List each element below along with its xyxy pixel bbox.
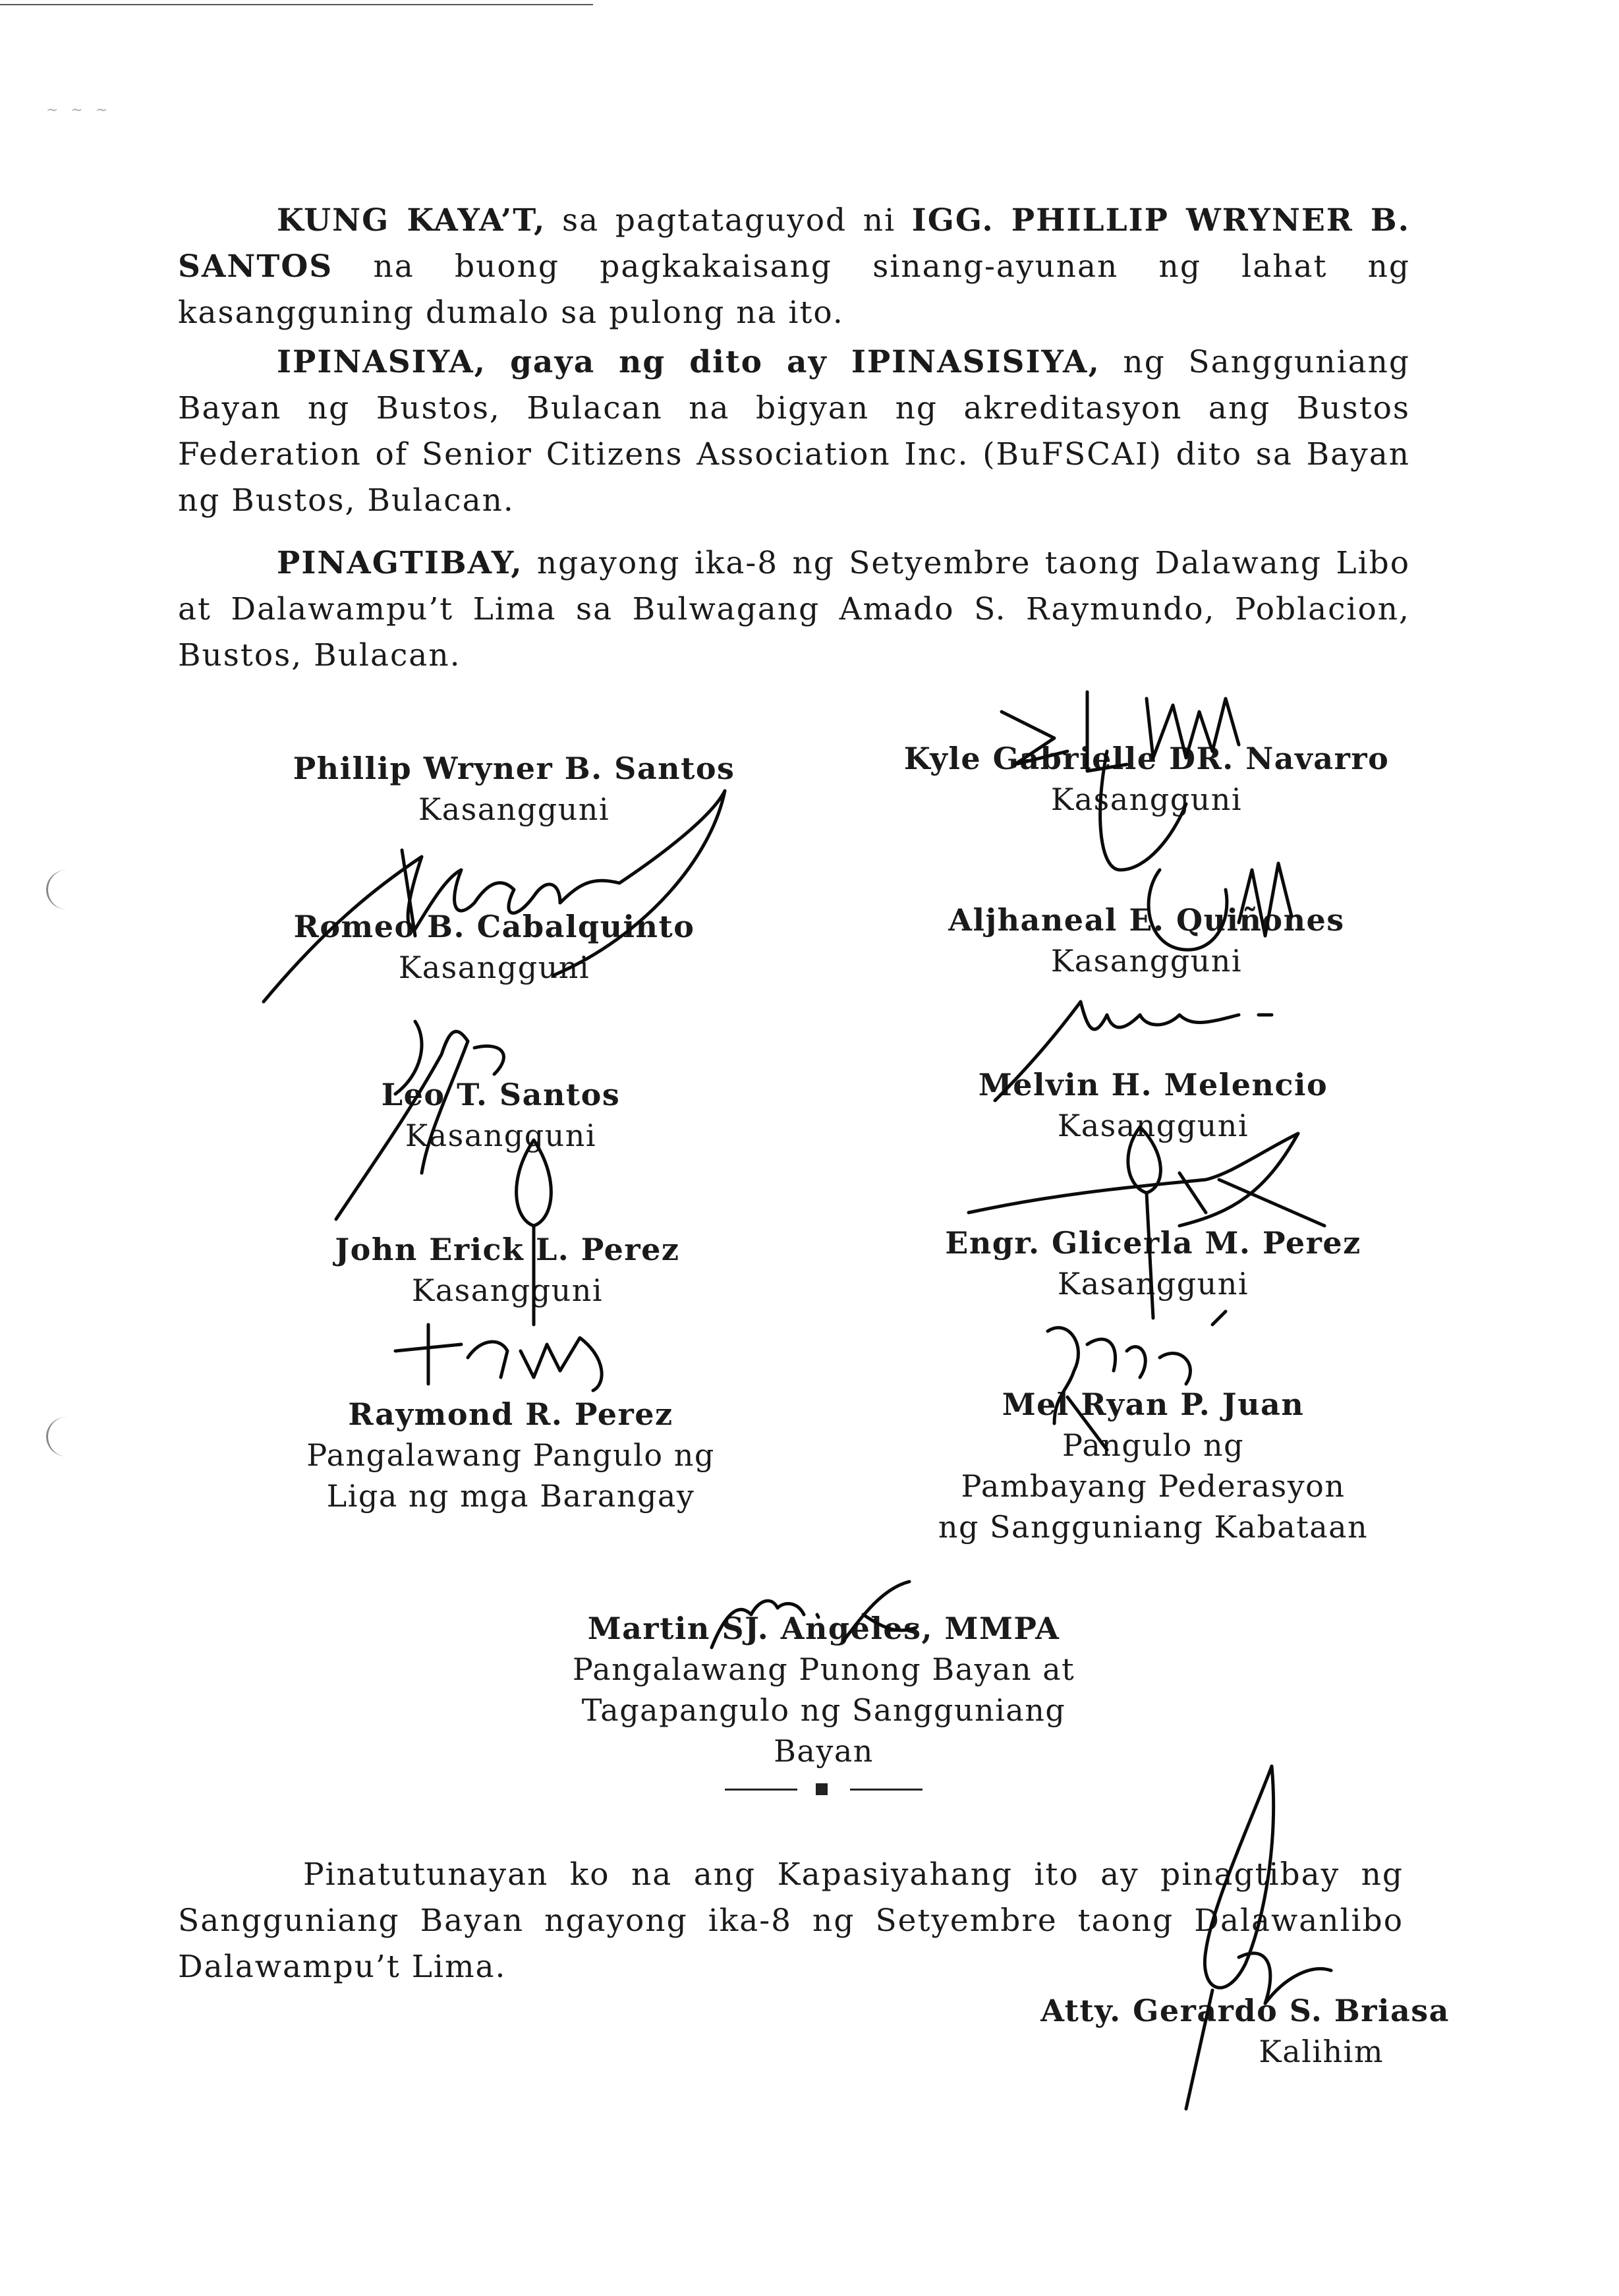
- signatory-name: Aljhaneal E. Quiñones: [948, 902, 1345, 938]
- signatory-name: Leo T. Santos: [381, 1077, 621, 1112]
- signatory-title: Kasangguni: [1057, 1266, 1249, 1302]
- signatory-title: Kasangguni: [405, 1118, 597, 1153]
- hole-punch-mark: [46, 1417, 88, 1456]
- paragraph-lead: PINAGTIBAY,: [277, 545, 523, 581]
- scan-top-edge-line: [0, 4, 593, 5]
- divider-line: [850, 1789, 923, 1791]
- signatory-block: [857, 1222, 1450, 1304]
- signatory-title: Kasangguni: [1050, 782, 1243, 817]
- signature-raymond-perez-ink: [369, 1311, 646, 1397]
- sponsor-name: IGG. PHILLIP WRYNER B. SANTOS: [178, 202, 1410, 285]
- signatory-title: Tagapangulo ng Sangguniang Bayan: [581, 1692, 1066, 1769]
- signatory-title: Pangulo ng: [1062, 1427, 1245, 1463]
- paragraph-text: ng Sangguniang Bayan ng Bustos, Bulacan na bigyan ng akreditasyon ang Bustos Federation of Senior Citizens Association Inc. (BuFSCAI) dito sa Bayan ng Bustos, Bulacan.: [178, 344, 1410, 519]
- divider-line: [725, 1789, 797, 1791]
- signatory-title: ng Sangguniang Kabataan: [938, 1509, 1369, 1545]
- signatory-title: Pambayang Pederasyon: [961, 1468, 1346, 1504]
- certification-paragraph: [178, 1852, 1404, 1990]
- scan-smudge: ~ ~ ~: [46, 102, 112, 119]
- signatory-title: Pangalawang Punong Bayan at: [572, 1651, 1075, 1687]
- signatory-title: Kasangguni: [411, 1273, 604, 1308]
- signatory-block: [850, 900, 1443, 981]
- paragraph-approved: [178, 540, 1410, 679]
- signatory-block: [857, 1384, 1450, 1547]
- signatory-name: Engr. Glicerla M. Perez: [945, 1225, 1361, 1261]
- signatory-name: Melvin H. Melencio: [978, 1067, 1328, 1103]
- certifier-block: [975, 1990, 1450, 2072]
- divider-square: [816, 1783, 828, 1795]
- signatory-block: [857, 1064, 1450, 1146]
- paragraph-text: sa pagtataguyod ni: [546, 202, 912, 239]
- signatory-block: [214, 1394, 807, 1516]
- signatory-block: [217, 748, 810, 830]
- signatory-name: Kyle Gabrielle DR. Navarro: [903, 741, 1390, 776]
- paragraph-lead: KUNG KAYA’T,: [277, 202, 546, 239]
- signatory-block: [211, 1229, 804, 1311]
- signatory-name: Mel Ryan P. Juan: [1002, 1387, 1305, 1422]
- signatory-block: [198, 906, 791, 988]
- certifier-title: Kalihim: [1259, 2034, 1384, 2069]
- signatory-name: Martin SJ. Angeles, MMPA: [587, 1611, 1060, 1646]
- signatory-title: Pangalawang Pangulo ng: [306, 1437, 715, 1473]
- signatory-block-presiding: [527, 1608, 1120, 1771]
- signatory-title: Kasangguni: [398, 950, 590, 985]
- paragraph-resolved: [178, 339, 1410, 524]
- signatory-name: Romeo B. Cabalquinto: [293, 909, 695, 944]
- section-divider: [725, 1779, 923, 1799]
- paragraph-sponsorship: [178, 198, 1410, 336]
- signatory-title: Kasangguni: [1057, 1108, 1249, 1143]
- signatory-name: Phillip Wryner B. Santos: [293, 751, 735, 786]
- signatory-title: Kasangguni: [1050, 943, 1243, 979]
- certifier-name: Atty. Gerardo S. Briasa: [1040, 1993, 1450, 2028]
- paragraph-text: na buong pagkakaisang sinang-ayunan ng lahat ng kasangguning dumalo sa pulong na ito.: [178, 248, 1410, 331]
- signatory-block: [850, 738, 1443, 820]
- signatory-title: Liga ng mga Barangay: [326, 1478, 695, 1514]
- paragraph-text: ngayong ika-8 ng Setyembre taong Dalawang Libo at Dalawampu’t Lima sa Bulwagang Amado S. Raymundo, Poblacion, Bustos, Bulacan.: [178, 545, 1410, 674]
- signatory-block: [204, 1074, 797, 1156]
- signatory-name: John Erick L. Perez: [335, 1232, 680, 1267]
- paragraph-lead: IPINASIYA, gaya ng dito ay IPINASISIYA,: [277, 344, 1100, 380]
- signatory-title: Kasangguni: [418, 791, 610, 827]
- signatory-name: Raymond R. Perez: [348, 1396, 673, 1432]
- certification-text: Pinatutunayan ko na ang Kapasiyahang ito ay pinagtibay ng Sangguniang Bayan ngayong ika-8 ng Setyembre taong Dalawanlibo Dalawampu’t Lima.: [178, 1856, 1404, 1985]
- hole-punch-mark: [46, 870, 88, 909]
